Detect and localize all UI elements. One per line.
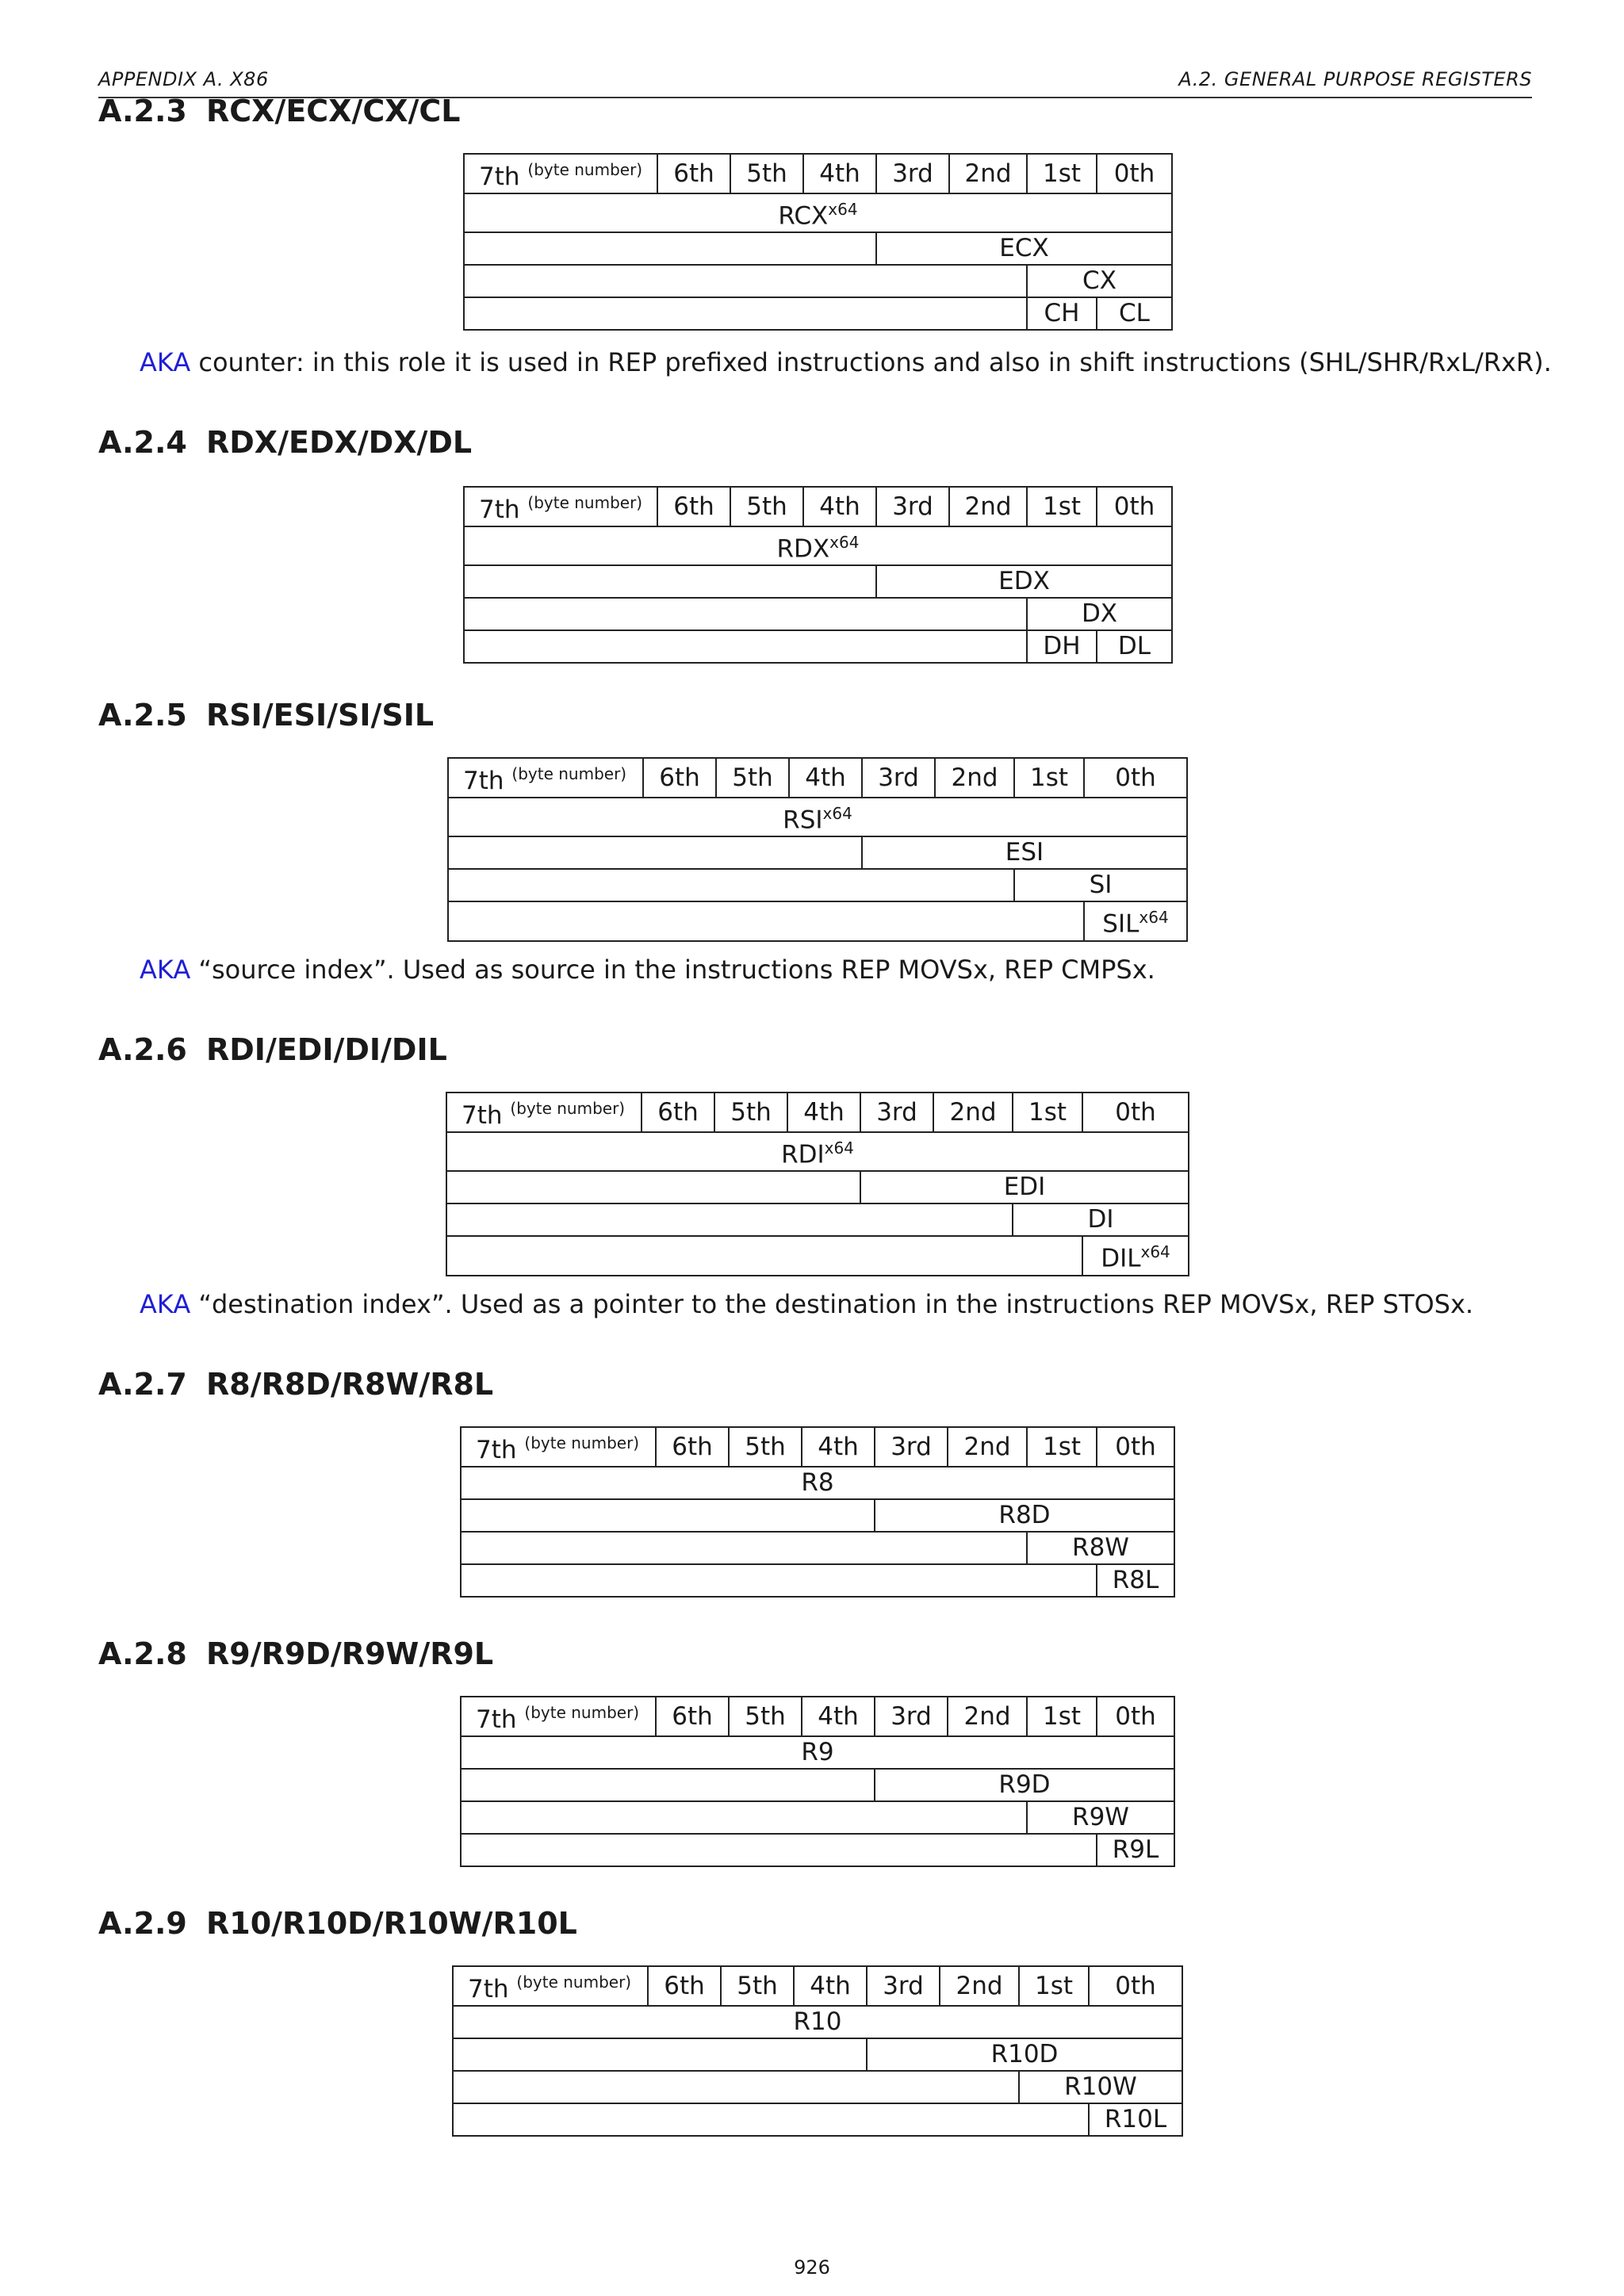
reg-8bit-low: R8L bbox=[1097, 1564, 1174, 1597]
reg-64bit: $RSI^{x64}$ bbox=[448, 798, 1187, 836]
byte-6-header: 6th bbox=[656, 1427, 729, 1467]
byte-7-header: 7th $^{(byte number)}$ bbox=[448, 758, 643, 798]
header-section: A.2. GENERAL PURPOSE REGISTERS bbox=[1178, 68, 1532, 90]
reg-16bit: DI bbox=[1013, 1203, 1189, 1236]
reg-16bit: DX bbox=[1027, 598, 1172, 630]
register-table-rdx bbox=[463, 486, 1173, 664]
reg-32bit: ESI bbox=[862, 836, 1187, 869]
byte-3-header: 3rd bbox=[876, 154, 949, 193]
section-number: A.2.6 bbox=[98, 1032, 187, 1067]
byte-6-header: 6th bbox=[648, 1966, 721, 2006]
empty-cell bbox=[448, 901, 1084, 940]
empty-cell bbox=[461, 1532, 1027, 1564]
register-table-rcx bbox=[463, 153, 1173, 331]
byte-4-header: 4th bbox=[802, 1697, 875, 1736]
empty-cell bbox=[453, 2071, 1019, 2103]
byte-3-header: 3rd bbox=[867, 1966, 940, 2006]
reg-64bit: R8 bbox=[461, 1467, 1174, 1499]
byte-2-header: 2nd bbox=[949, 487, 1027, 526]
byte-7-header: 7th $^{(byte number)}$ bbox=[461, 1697, 656, 1736]
empty-cell bbox=[448, 836, 862, 869]
byte-0-header: 0th bbox=[1082, 1093, 1189, 1132]
page-number: 926 bbox=[794, 2256, 830, 2279]
byte-2-header: 2nd bbox=[940, 1966, 1019, 2006]
byte-5-header: 5th bbox=[721, 1966, 794, 2006]
byte-2-header: 2nd bbox=[949, 154, 1027, 193]
description-rdi: AKA “destination index”. Used as a pointer to the destination in the instructions REP MOVSx, REP STOSx. bbox=[140, 1289, 1474, 1319]
section-heading: RDX/EDX/DX/DL bbox=[206, 425, 473, 460]
byte-0-header: 0th bbox=[1097, 487, 1172, 526]
reg-8bit-low: CL bbox=[1097, 297, 1172, 330]
section-title-rdi bbox=[98, 1032, 447, 1067]
byte-4-header: 4th bbox=[787, 1093, 860, 1132]
byte-7-header: 7th $^{(byte number)}$ bbox=[461, 1427, 656, 1467]
byte-1-header: 1st bbox=[1013, 1093, 1082, 1132]
byte-7-header: 7th $^{(byte number)}$ bbox=[446, 1093, 642, 1132]
byte-7-header: 7th $^{(byte number)}$ bbox=[464, 154, 657, 193]
byte-5-header: 5th bbox=[716, 758, 789, 798]
register-table-rdi bbox=[446, 1092, 1189, 1276]
empty-cell bbox=[461, 1499, 875, 1532]
reg-32bit: R9D bbox=[875, 1769, 1174, 1801]
empty-cell bbox=[464, 598, 1027, 630]
byte-5-header: 5th bbox=[730, 154, 803, 193]
byte-6-header: 6th bbox=[657, 487, 730, 526]
byte-2-header: 2nd bbox=[935, 758, 1014, 798]
register-table-r9 bbox=[460, 1696, 1175, 1867]
byte-0-header: 0th bbox=[1089, 1966, 1182, 2006]
byte-header-row bbox=[464, 487, 1172, 526]
empty-cell bbox=[464, 630, 1027, 663]
byte-header-row bbox=[461, 1697, 1174, 1736]
empty-cell bbox=[446, 1203, 1013, 1236]
byte-0-header: 0th bbox=[1097, 1427, 1174, 1467]
byte-7-header: 7th $^{(byte number)}$ bbox=[453, 1966, 648, 2006]
description-rsi: AKA “source index”. Used as source in the instructions REP MOVSx, REP CMPSx. bbox=[140, 955, 1155, 985]
byte-4-header: 4th bbox=[794, 1966, 867, 2006]
byte-3-header: 3rd bbox=[875, 1427, 948, 1467]
empty-cell bbox=[461, 1801, 1027, 1834]
section-title-rdx bbox=[98, 425, 472, 460]
byte-0-header: 0th bbox=[1097, 1697, 1174, 1736]
section-title-rcx bbox=[98, 94, 461, 128]
byte-4-header: 4th bbox=[803, 487, 876, 526]
byte-1-header: 1st bbox=[1027, 154, 1097, 193]
header-chapter: APPENDIX A. X86 bbox=[98, 68, 269, 90]
section-heading: RCX/ECX/CX/CL bbox=[206, 94, 461, 128]
reg-64bit: R9 bbox=[461, 1736, 1174, 1769]
byte-0-header: 0th bbox=[1097, 154, 1172, 193]
section-number: A.2.4 bbox=[98, 425, 187, 460]
aka-link[interactable]: AKA bbox=[140, 955, 191, 985]
empty-cell bbox=[453, 2103, 1089, 2136]
reg-32bit: R8D bbox=[875, 1499, 1174, 1532]
reg-32bit: EDI bbox=[860, 1171, 1189, 1203]
byte-5-header: 5th bbox=[714, 1093, 787, 1132]
section-title-rsi bbox=[98, 698, 434, 733]
byte-5-header: 5th bbox=[730, 487, 803, 526]
reg-8bit-high: CH bbox=[1027, 297, 1097, 330]
byte-3-header: 3rd bbox=[876, 487, 949, 526]
byte-header-row bbox=[446, 1093, 1189, 1132]
byte-3-header: 3rd bbox=[862, 758, 935, 798]
section-title-r9 bbox=[98, 1636, 493, 1671]
register-table-r8 bbox=[460, 1426, 1175, 1598]
aka-link[interactable]: AKA bbox=[140, 1289, 191, 1319]
register-table-rsi bbox=[447, 757, 1188, 942]
section-number: A.2.8 bbox=[98, 1636, 187, 1671]
section-number: A.2.3 bbox=[98, 94, 187, 128]
reg-32bit: EDX bbox=[876, 565, 1172, 598]
description-rcx: AKA counter: in this role it is used in REP prefixed instructions and also in shift instructions (SHL/SHR/RxL/RxR). bbox=[140, 347, 1552, 377]
section-title-r8 bbox=[98, 1367, 493, 1402]
byte-4-header: 4th bbox=[802, 1427, 875, 1467]
reg-32bit: ECX bbox=[876, 232, 1172, 265]
empty-cell bbox=[461, 1564, 1097, 1597]
empty-cell bbox=[464, 565, 876, 598]
reg-8bit-low: R9L bbox=[1097, 1834, 1174, 1866]
reg-16bit: SI bbox=[1014, 869, 1187, 901]
byte-1-header: 1st bbox=[1027, 487, 1097, 526]
reg-16bit: CX bbox=[1027, 265, 1172, 297]
section-number: A.2.5 bbox=[98, 698, 187, 733]
byte-2-header: 2nd bbox=[948, 1427, 1027, 1467]
section-number: A.2.9 bbox=[98, 1906, 187, 1941]
section-heading: RSI/ESI/SI/SIL bbox=[206, 698, 435, 733]
byte-4-header: 4th bbox=[789, 758, 862, 798]
section-number: A.2.7 bbox=[98, 1367, 187, 1402]
byte-6-header: 6th bbox=[657, 154, 730, 193]
byte-4-header: 4th bbox=[803, 154, 876, 193]
empty-cell bbox=[464, 297, 1027, 330]
byte-header-row bbox=[461, 1427, 1174, 1467]
section-heading: RDI/EDI/DI/DIL bbox=[206, 1032, 447, 1067]
byte-5-header: 5th bbox=[729, 1697, 802, 1736]
reg-32bit: R10D bbox=[867, 2038, 1182, 2071]
reg-8bit-low: $SIL^{x64}$ bbox=[1084, 901, 1187, 940]
byte-6-header: 6th bbox=[656, 1697, 729, 1736]
byte-header-row bbox=[448, 758, 1187, 798]
byte-5-header: 5th bbox=[729, 1427, 802, 1467]
reg-64bit: $RDX^{x64}$ bbox=[464, 526, 1172, 565]
empty-cell bbox=[461, 1769, 875, 1801]
reg-64bit: $RDI^{x64}$ bbox=[446, 1132, 1189, 1171]
empty-cell bbox=[446, 1171, 860, 1203]
register-table-r10 bbox=[452, 1965, 1183, 2137]
reg-16bit: R10W bbox=[1019, 2071, 1182, 2103]
reg-16bit: R9W bbox=[1027, 1801, 1174, 1834]
byte-header-row bbox=[453, 1966, 1182, 2006]
empty-cell bbox=[453, 2038, 867, 2071]
section-title-r10 bbox=[98, 1906, 577, 1941]
byte-3-header: 3rd bbox=[875, 1697, 948, 1736]
empty-cell bbox=[448, 869, 1014, 901]
empty-cell bbox=[464, 232, 876, 265]
byte-6-header: 6th bbox=[643, 758, 716, 798]
byte-0-header: 0th bbox=[1084, 758, 1187, 798]
section-heading: R8/R8D/R8W/R8L bbox=[206, 1367, 494, 1402]
reg-8bit-low: DL bbox=[1097, 630, 1172, 663]
empty-cell bbox=[446, 1236, 1082, 1275]
reg-64bit: R10 bbox=[453, 2006, 1182, 2038]
section-heading: R9/R9D/R9W/R9L bbox=[206, 1636, 494, 1671]
byte-2-header: 2nd bbox=[933, 1093, 1013, 1132]
byte-1-header: 1st bbox=[1027, 1427, 1097, 1467]
byte-7-header: 7th $^{(byte number)}$ bbox=[464, 487, 657, 526]
aka-link[interactable]: AKA bbox=[140, 347, 191, 377]
section-heading: R10/R10D/R10W/R10L bbox=[206, 1906, 577, 1941]
byte-header-row bbox=[464, 154, 1172, 193]
byte-6-header: 6th bbox=[642, 1093, 714, 1132]
reg-8bit-low: $DIL^{x64}$ bbox=[1082, 1236, 1189, 1275]
byte-1-header: 1st bbox=[1019, 1966, 1089, 2006]
byte-1-header: 1st bbox=[1027, 1697, 1097, 1736]
reg-8bit-low: R10L bbox=[1089, 2103, 1182, 2136]
reg-64bit: $RCX^{x64}$ bbox=[464, 193, 1172, 232]
byte-1-header: 1st bbox=[1014, 758, 1084, 798]
byte-2-header: 2nd bbox=[948, 1697, 1027, 1736]
reg-16bit: R8W bbox=[1027, 1532, 1174, 1564]
reg-8bit-high: DH bbox=[1027, 630, 1097, 663]
empty-cell bbox=[464, 265, 1027, 297]
byte-3-header: 3rd bbox=[860, 1093, 933, 1132]
empty-cell bbox=[461, 1834, 1097, 1866]
